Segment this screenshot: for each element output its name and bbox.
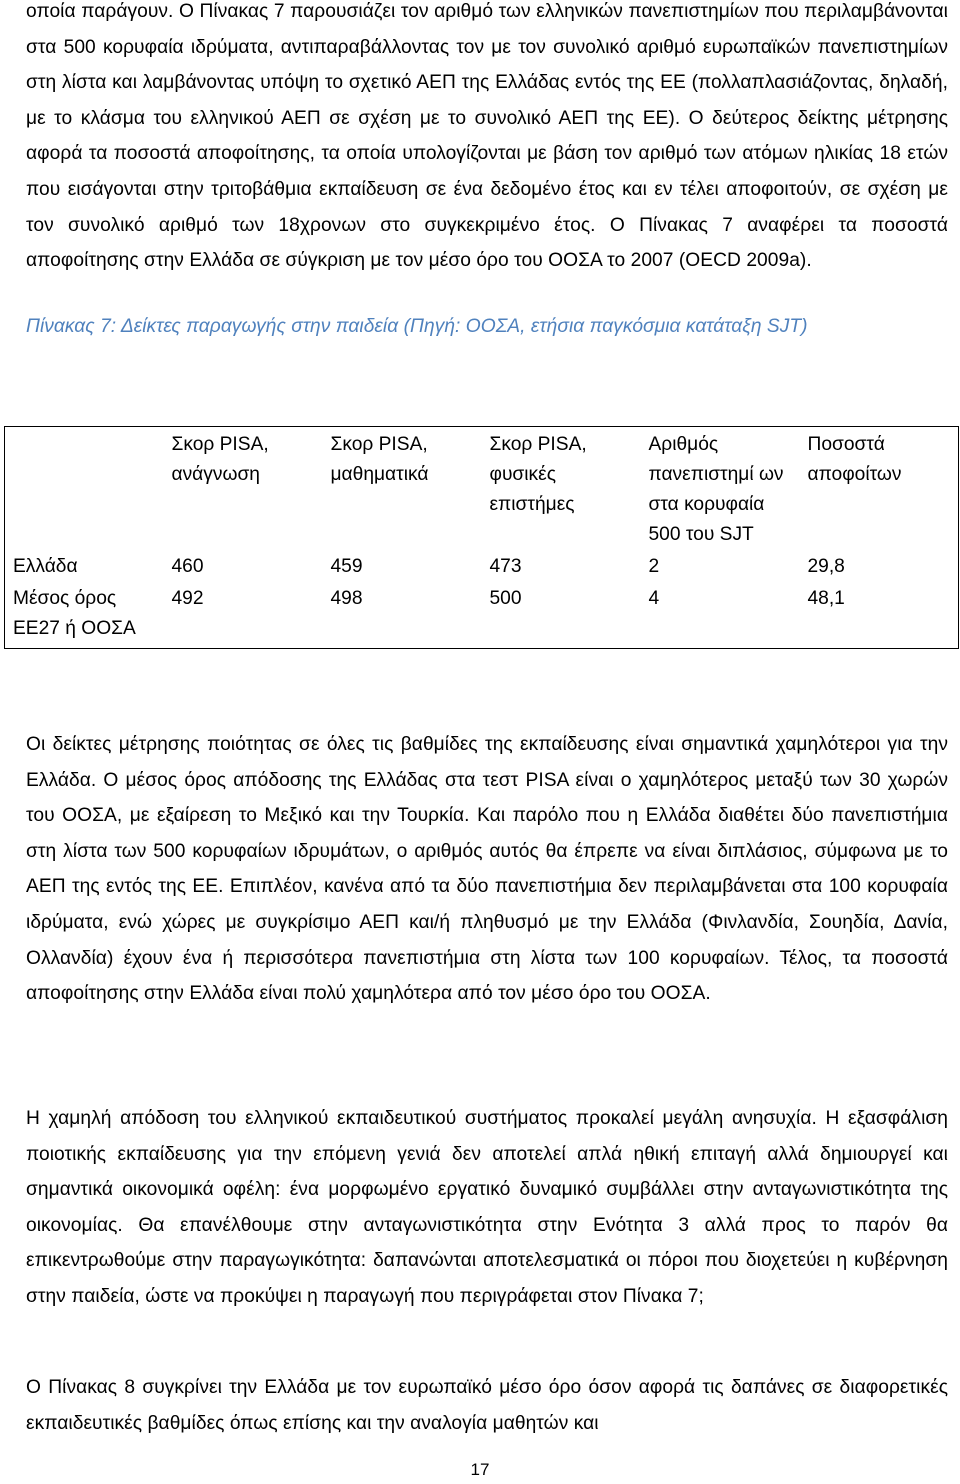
body-paragraph-1: Οι δείκτες μέτρησης ποιότητας σε όλες τις βαθμίδες της εκπαίδευσης είναι σημαντικά χαμηλότεροι για την Ελλάδα. Ο μέσος όρος απόδοσης της Ελλάδας στα τεστ PISA είναι ο χαμηλότερος μεταξύ των 30 χωρών του ΟΟΣΑ, με εξαίρεση το Μεξικό και την Τουρκία. Και παρόλο που η Ελλάδα διαθέτει δύο πανεπιστήμια στη λίστα των 500 κορυφαίων ιδρυμάτων, ο αριθμός αυτός θα έπρεπε να είναι διπλάσιος, σύμφωνα με το ΑΕΠ της εντός της ΕΕ. Επιπλέον, κανένα από τα δύο πανεπιστήμια δεν περιλαμβάνεται στα 100 κορυφαία ιδρύματα, ενώ χώρες με συγκρίσιμο ΑΕΠ και/ή πληθυσμό με την Ελλάδα (Φινλανδία, Σουηδία, Δανία, Ολλανδία) έχουν ένα ή περισσότερα πανεπιστήμια στη λίστα των 100 κορυφαίων. Τέλος, τα ποσοστά αποφοίτησης στην Ελλάδα είναι πολύ χαμηλότερα από τον μέσο όρο του ΟΟΣΑ. xyxy=(26,734,948,1005)
table-row-greece xyxy=(5,550,959,582)
cell-pisa-reading: 492 xyxy=(171,588,204,609)
body-paragraph-2: Η χαμηλή απόδοση του ελληνικού εκπαιδευτικού συστήματος προκαλεί μεγάλη ανησυχία. Η εξασφάλιση ποιοτικής εκπαίδευσης για την επόμενη γενιά δεν αποτελεί απλά ηθική επιταγή αλλά δημιουργεί και σημαντικά οικονομικά οφέλη: ένα μορφωμένο εργατικό δυναμικό συμβάλλει στην ανταγωνιστικότητα της οικονομίας. Θα επανέλθουμε στην ανταγωνιστικότητα στην Ενότητα 3 αλλά προς το παρόν θα επικεντρωθούμε στην παραγωγικότητα: δαπανώνται αποτελεσματικά οι πόροι που διοχετεύει η κυβέρνηση στην παιδεία, ώστε να προκύψει η παραγωγή που περιγράφεται στον Πίνακα 7; xyxy=(26,1108,948,1307)
cell-pisa-math: 498 xyxy=(330,588,363,609)
header-cell-country xyxy=(5,427,164,551)
education-indicators-table xyxy=(4,426,959,649)
header-cell-pisa-reading: Σκορ PISA, ανάγνωση xyxy=(171,434,269,485)
header-cell-top500-universities: Αριθμός πανεπιστημί ων στα κορυφαία 500 του SJT xyxy=(648,434,784,545)
page-number: 17 xyxy=(470,1460,490,1479)
body-paragraph-3: Ο Πίνακας 8 συγκρίνει την Ελλάδα με τον ευρωπαϊκό μέσο όρο όσον αφορά τις δαπάνες σε διαφορετικές εκπαιδευτικές βαθμίδες όπως επίσης και την αναλογία μαθητών και xyxy=(26,1377,948,1434)
body-paragraph-3-block xyxy=(26,1370,948,1441)
body-paragraph-2-block xyxy=(26,1101,948,1315)
body-paragraph-1-block xyxy=(26,727,948,1012)
header-cell-pisa-science: Σκορ PISA, φυσικές επιστήμες xyxy=(489,434,587,515)
cell-country: Ελλάδα xyxy=(13,556,78,577)
cell-graduation-rate: 48,1 xyxy=(807,588,845,609)
cell-pisa-math: 459 xyxy=(330,556,363,577)
cell-graduation-rate: 29,8 xyxy=(807,556,845,577)
cell-top500-universities: 4 xyxy=(648,588,660,609)
header-cell-graduation-rate: Ποσοστά αποφοίτων xyxy=(807,434,902,485)
intro-paragraph: οποία παράγουν. Ο Πίνακας 7 παρουσιάζει τον αριθμό των ελληνικών πανεπιστημίων που περιλαμβάνονται στα 500 κορυφαία ιδρύματα, αντιπαραβάλλοντας τον με τον συνολικό αριθμό ευρωπαϊκών πανεπιστημίων στη λίστα και λαμβάνοντας υπόψη το σχετικό ΑΕΠ της Ελλάδας εντός της ΕΕ (πολλαπλασιάζοντας, δηλαδή, με το κλάσμα του ελληνικού ΑΕΠ σε σχέση με το συνολικό ΑΕΠ της ΕΕ). Ο δεύτερος δείκτης μέτρησης αφορά τα ποσοστά αποφοίτησης, τα οποία υπολογίζονται με βάση τον αριθμό των ατόμων ηλικίας 18 ετών που εισάγονται στην τριτοβάθμια εκπαίδευση σε ένα δεδομένο έτος και εν τέλει αποφοιτούν, σε σχέση με τον συνολικό αριθμό των 18χρονων στο συγκεκριμένο έτος. Ο Πίνακας 7 αναφέρει τα ποσοστά αποφοίτησης στην Ελλάδα σε σύγκριση με τον μέσο όρο του ΟΟΣΑ το 2007 (OECD 2009a). xyxy=(26,1,948,272)
table-header-row xyxy=(5,427,959,551)
cell-pisa-reading: 460 xyxy=(171,556,204,577)
table-caption: Πίνακας 7: Δείκτες παραγωγής στην παιδεία (Πηγή: ΟΟΣΑ, ετήσια παγκόσμια κατάταξη SJT) xyxy=(26,315,808,337)
table-row-eu-oecd-average xyxy=(5,582,959,649)
cell-country: Μέσος όρος ΕΕ27 ή ΟΟΣΑ xyxy=(13,588,136,639)
document-page xyxy=(26,0,948,344)
cell-pisa-science: 473 xyxy=(489,556,522,577)
cell-pisa-science: 500 xyxy=(489,588,522,609)
header-cell-pisa-math: Σκορ PISA, μαθηματικά xyxy=(330,434,429,485)
cell-top500-universities: 2 xyxy=(648,556,660,577)
